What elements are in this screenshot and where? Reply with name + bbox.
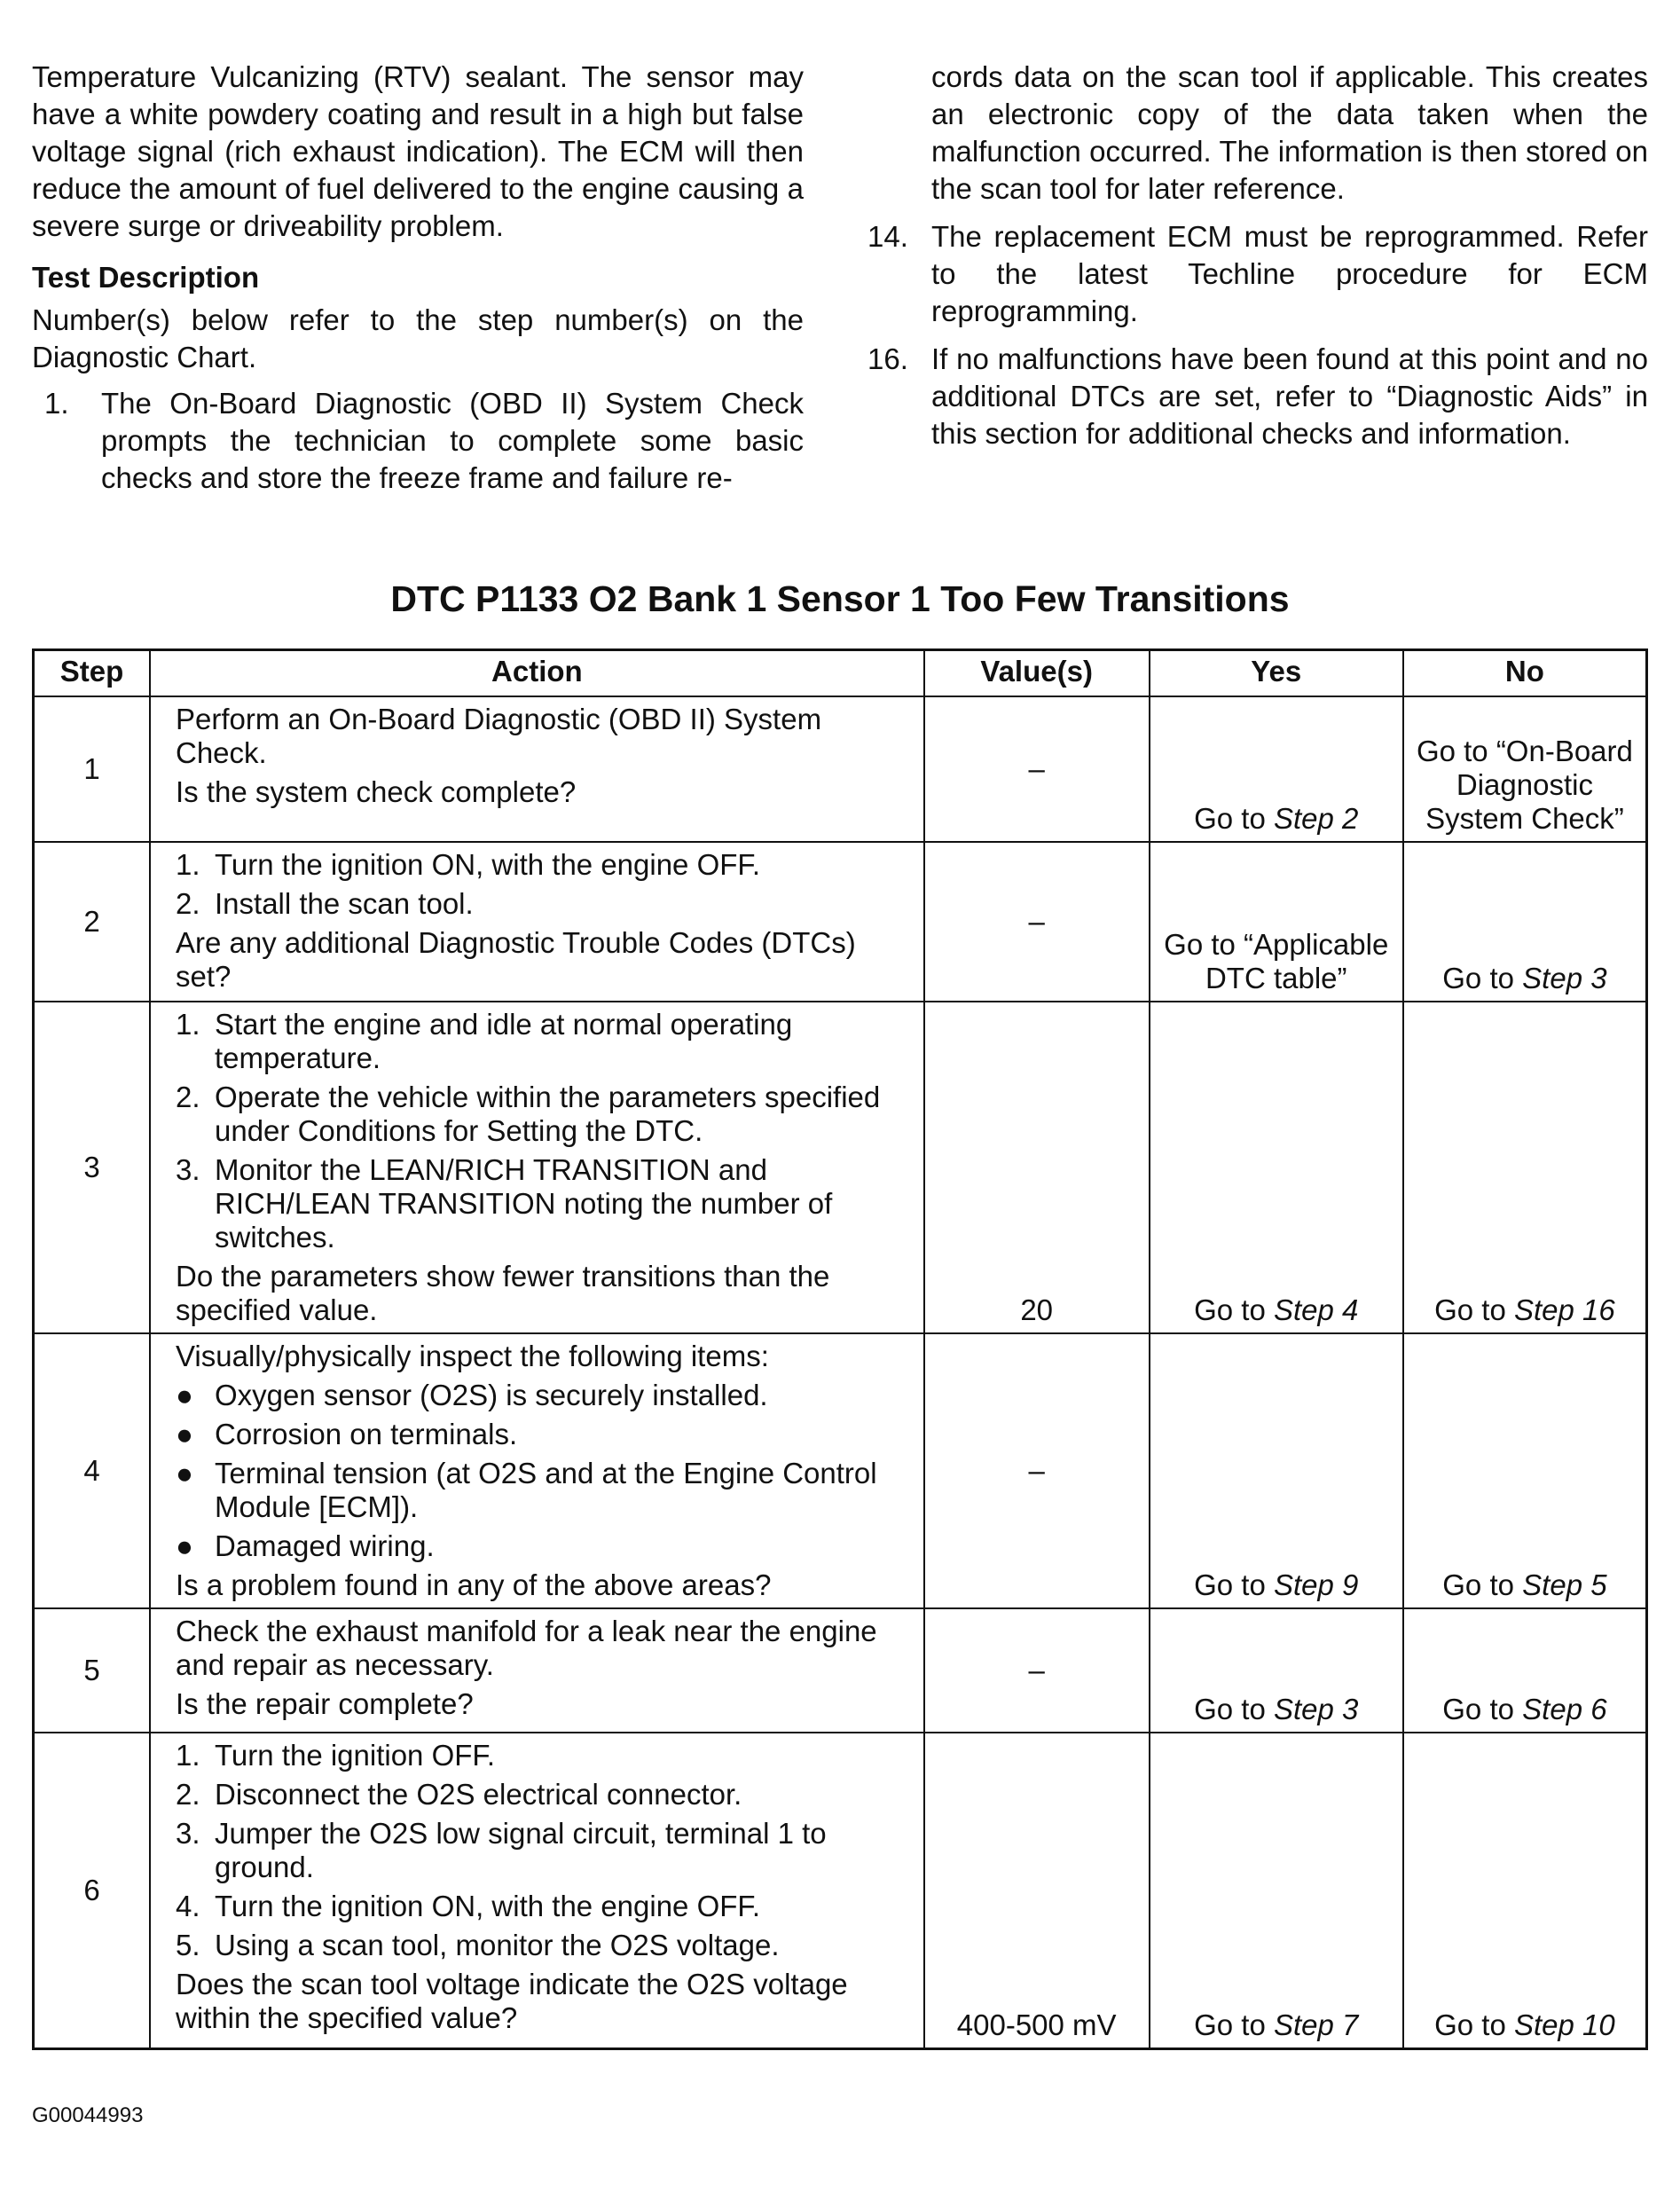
list-item: 1. Start the engine and idle at normal operating temperature. [176,1008,793,1074]
step-number: 5 [34,1608,151,1733]
list-item: 2. Disconnect the O2S electrical connector. [176,1778,742,1811]
item-number: 1. [44,387,69,420]
value-cell: – [924,1608,1150,1733]
action-question: Does the scan tool voltage indicate the O2S voltage within the specified value? [176,1968,848,2034]
step-ref: Step 16 [1513,1293,1615,1326]
step-ref: Step 4 [1273,1293,1359,1326]
list-item: 3. Monitor the LEAN/RICH TRANSITION and RICH/LEAN TRANSITION noting the number of switches. [176,1153,833,1254]
header-action: Action [150,650,924,697]
action-question: Is the system check complete? [176,775,577,808]
table-row [34,1333,1647,1608]
continuation-text: cords data on the scan tool if applicable. This creates an electronic copy of the data taken when the malfunction occurred. The information is then stored on the scan tool for later reference. [931,60,1648,205]
item-text: The On-Board Diagnostic (OBD II) System Check prompts the technician to complete some basic checks and store the freeze frame and failure re- [101,387,804,494]
no-cell: Go to Step 6 [1403,1608,1647,1733]
no-cell: Go to Step 16 [1403,1002,1647,1333]
list-item: 2. Operate the vehicle within the parameters specified under Conditions for Setting the DTC. [176,1081,881,1147]
item-text: If no malfunctions have been found at this point and no additional DTCs are set, refer to “Diagnostic Aids” in this section for additional checks and information. [931,342,1648,450]
yes-cell: Go to Step 4 [1150,1002,1403,1333]
table-row [34,1608,1647,1733]
action-question: Is the repair complete? [176,1687,474,1720]
bullet-icon: ● [176,1529,193,1562]
numbered-item-16 [867,341,1648,452]
figure-id: G00044993 [32,2103,144,2127]
header-value: Value(s) [924,650,1150,697]
action-cell [150,1002,924,1333]
step-ref: Step 6 [1522,1693,1607,1725]
bullet-item: ● Terminal tension (at O2S and at the Engine Control Module [ECM]). [176,1457,877,1523]
step-number: 2 [34,842,151,1002]
list-item: 1. Turn the ignition OFF. [176,1739,496,1772]
list-item: 3. Jumper the O2S low signal circuit, terminal 1 to ground. [176,1817,827,1883]
intro-paragraph: Temperature Vulcanizing (RTV) sealant. The sensor may have a white powdery coating and result in a high but false voltage signal (rich exhaust indication). The ECM will then reduce the amount of fuel delivered to the engine causing a severe surge or driveability problem. [32,60,804,242]
action-question: Do the parameters show fewer transitions than the specified value. [176,1260,830,1326]
step-ref: Step 3 [1522,962,1607,994]
item-number: 14. [867,220,908,253]
description-paragraph: Number(s) below refer to the step number(s) on the Diagnostic Chart. [32,303,804,373]
header-yes: Yes [1150,650,1403,697]
right-column [867,59,1648,452]
table-row [34,1733,1647,2048]
bullet-icon: ● [176,1457,193,1489]
value-cell: 400-500 mV [924,1733,1150,2048]
step-ref: Step 9 [1273,1568,1359,1601]
item-text: The replacement ECM must be reprogrammed. Refer to the latest Techline procedure for ECM reprogramming. [931,220,1648,327]
value-cell: 20 [924,1002,1150,1333]
left-column [32,59,804,497]
step-ref: Step 7 [1273,2008,1359,2041]
yes-cell: Go to Step 7 [1150,1733,1403,2048]
action-text: Perform an On-Board Diagnostic (OBD II) System Check. [176,703,822,769]
header-no: No [1403,650,1647,697]
action-question: Are any additional Diagnostic Trouble Codes (DTCs) set? [176,926,856,993]
value-cell: – [924,842,1150,1002]
yes-cell: Go to Step 2 [1150,696,1403,842]
yes-cell: Go to Step 9 [1150,1333,1403,1608]
action-lead: Visually/physically inspect the following items: [176,1340,769,1372]
step-ref: Step 10 [1513,2008,1615,2041]
bullet-item: ● Oxygen sensor (O2S) is securely installed. [176,1379,768,1411]
no-cell: Go to Step 3 [1403,842,1647,1002]
section-heading: Test Description [32,261,260,294]
no-cell: Go to Step 5 [1403,1333,1647,1608]
step-number: 6 [34,1733,151,2048]
table-title: DTC P1133 O2 Bank 1 Sensor 1 Too Few Transitions [390,578,1290,619]
action-cell [150,1608,924,1733]
action-cell [150,842,924,1002]
step-number: 1 [34,696,151,842]
no-cell: Go to Step 10 [1403,1733,1647,2048]
continuation-item [867,59,1648,208]
yes-cell: Go to “Applicable DTC table” [1150,842,1403,1002]
bullet-icon: ● [176,1418,193,1450]
bullet-icon: ● [176,1379,193,1411]
step-number: 4 [34,1333,151,1608]
action-cell [150,1733,924,2048]
step-ref: Step 5 [1522,1568,1607,1601]
list-item: 1. Turn the ignition ON, with the engine OFF. [176,848,761,881]
action-question: Is a problem found in any of the above areas? [176,1568,772,1601]
list-item: 2. Install the scan tool. [176,887,474,920]
list-item: 4. Turn the ignition ON, with the engine OFF. [176,1890,761,1922]
step-number: 3 [34,1002,151,1333]
table-row [34,1002,1647,1333]
item-number: 16. [867,342,908,375]
list-item: 5. Using a scan tool, monitor the O2S voltage. [176,1929,780,1961]
action-cell [150,696,924,842]
yes-cell: Go to Step 3 [1150,1608,1403,1733]
step-ref: Step 2 [1273,802,1359,835]
table-row [34,696,1647,842]
action-text: Check the exhaust manifold for a leak near the engine and repair as necessary. [176,1615,877,1681]
diagnostic-table [32,648,1648,2050]
header-step: Step [34,650,151,697]
table-row [34,842,1647,1002]
table-header-row [34,650,1647,697]
numbered-item-1 [32,385,804,497]
value-cell: – [924,1333,1150,1608]
bullet-item: ● Corrosion on terminals. [176,1418,518,1450]
no-cell: Go to “On-Board Diagnostic System Check” [1403,696,1647,842]
bullet-item: ● Damaged wiring. [176,1529,435,1562]
action-cell [150,1333,924,1608]
numbered-item-14 [867,218,1648,330]
value-cell: – [924,696,1150,842]
step-ref: Step 3 [1273,1693,1359,1725]
